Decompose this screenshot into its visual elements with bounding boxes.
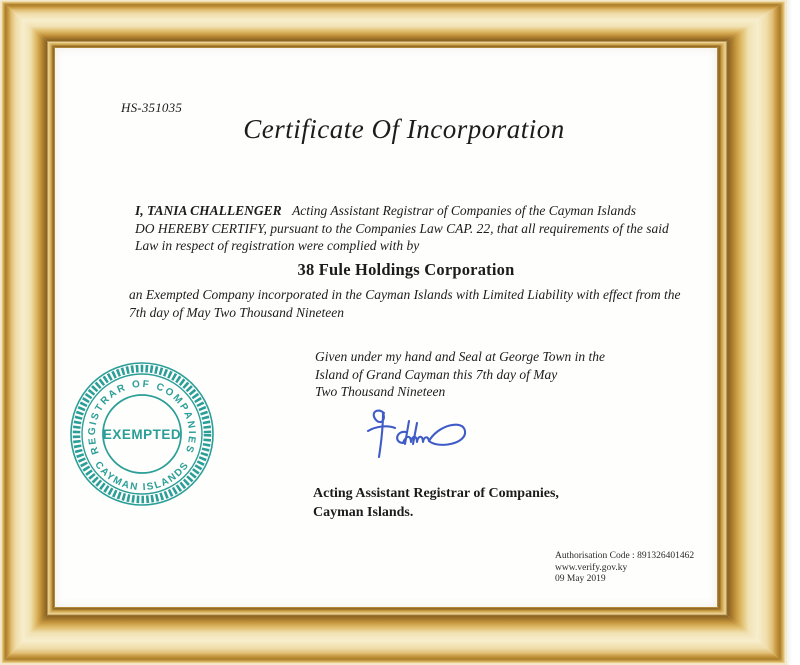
signature: [350, 404, 490, 466]
execution-line-3: Two Thousand Nineteen: [315, 384, 446, 399]
signatory-title: [313, 484, 559, 522]
verify-website: www.verify.gov.ky: [555, 562, 628, 573]
certificate-paper: [55, 48, 717, 607]
execution-line-1: Given under my hand and Seal at George Town in the: [315, 349, 605, 364]
certificate-title: Certificate Of Incorporation: [243, 114, 565, 144]
declaration-line-1: [135, 202, 669, 220]
authorisation-code-label: Authorisation Code :: [555, 551, 635, 561]
verification-block: [555, 551, 694, 586]
registrar-seal: [67, 359, 217, 509]
photo-background-strip: [787, 0, 800, 665]
seal-center-text: EXEMPTED: [102, 427, 182, 442]
seal-top-text: REGISTRAR OF COMPANIES: [86, 378, 198, 456]
frame-right: [717, 0, 787, 665]
frame-left: [0, 0, 55, 665]
declaration-line-1-rest: Acting Assistant Registrar of Companies of the Cayman Islands: [292, 203, 637, 218]
execution-line-2: Island of Grand Cayman this 7th day of May: [315, 366, 558, 382]
registrar-name: TANIA CHALLENGER: [147, 203, 282, 218]
declaration-line-3: Law in respect of registration were complied with by: [135, 238, 420, 253]
company-name: 38 Fule Holdings Corporation: [297, 260, 515, 279]
incorporation-line-2: 7th day of May Two Thousand Nineteen: [129, 304, 344, 320]
incorporation-paragraph: [129, 286, 680, 321]
incorporation-line-1: an Exempted Company incorporated in the Cayman Islands with Limited Liability with effect from the: [129, 287, 681, 302]
issue-date: 09 May 2019: [555, 574, 606, 584]
seal-bottom-text: CAYMAN ISLANDS: [92, 459, 192, 494]
frame-top: [0, 0, 787, 48]
declaration-line-2: DO HEREBY CERTIFY, pursuant to the Companies Law CAP. 22, that all requirements of the said: [135, 220, 669, 236]
declaration-prefix: I,: [135, 203, 144, 218]
declaration-paragraph: [135, 202, 669, 255]
execution-paragraph: [315, 348, 605, 401]
frame-bottom: [0, 607, 787, 665]
authorisation-code-value: 891326401462: [637, 551, 695, 561]
signatory-line-2: Cayman Islands.: [313, 505, 414, 520]
reference-number: HS-351035: [121, 100, 183, 115]
authorisation-code: [555, 551, 694, 563]
signatory-line-1: Acting Assistant Registrar of Companies,: [313, 486, 559, 501]
